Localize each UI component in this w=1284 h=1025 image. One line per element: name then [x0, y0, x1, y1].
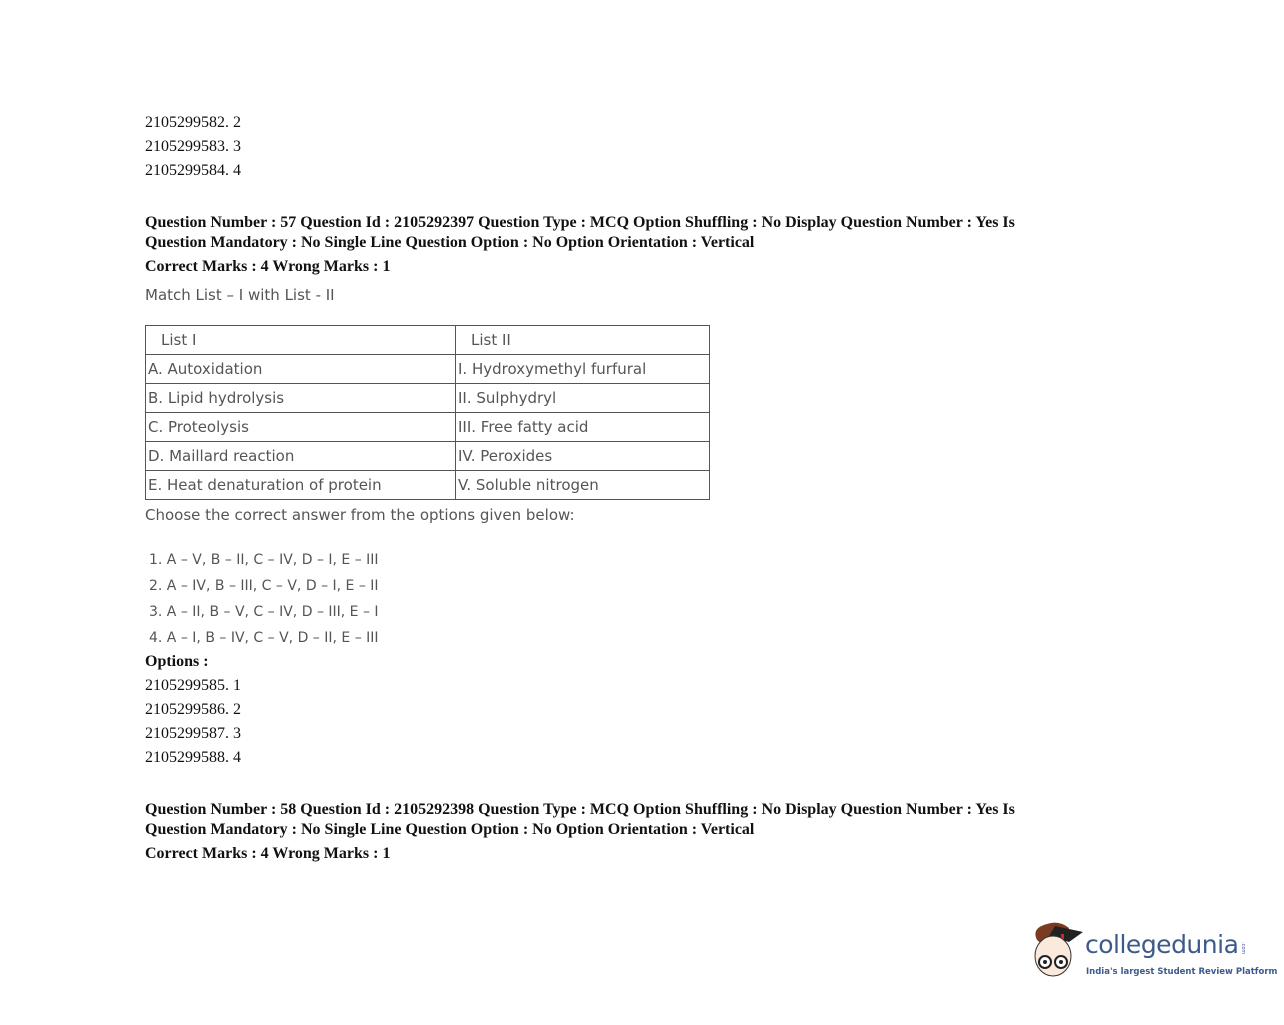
option-item: 2105299584. 4 [145, 162, 241, 179]
cell: IV. Peroxides [456, 442, 710, 471]
cell: B. Lipid hydrolysis [146, 384, 456, 413]
cell: A. Autoxidation [146, 355, 456, 384]
logo-suffix: .com [1240, 942, 1246, 955]
option-item: 2105299585. 1 [145, 677, 241, 694]
option-item: 2105299586. 2 [145, 701, 241, 718]
choice: 3. A – II, B – V, C – IV, D – III, E – I [149, 604, 379, 620]
q57-instruction: Choose the correct answer from the options given below: [145, 506, 575, 524]
table-row [146, 471, 710, 500]
option-item: 2105299582. 2 [145, 114, 241, 131]
choice: 4. A – I, B – IV, C – V, D – II, E – III [149, 630, 379, 646]
cell: E. Heat denaturation of protein [146, 471, 456, 500]
match-table [145, 325, 710, 500]
cell: I. Hydroxymethyl furfural [456, 355, 710, 384]
table-row [146, 355, 710, 384]
previous-options [145, 111, 241, 183]
q57-header-line: Question Number : 57 Question Id : 2105292397 Question Type : MCQ Option Shuffling : No Display Question Number : Yes Is [145, 214, 1015, 231]
q57-header-line: Question Mandatory : No Single Line Question Option : No Option Orientation : Vertical [145, 234, 755, 251]
q57-prompt: Match List – I with List - II [145, 286, 335, 304]
q58-marks: Correct Marks : 4 Wrong Marks : 1 [145, 845, 391, 862]
table-row [146, 384, 710, 413]
option-item: 2105299587. 3 [145, 725, 241, 742]
q58-header-line: Question Number : 58 Question Id : 2105292398 Question Type : MCQ Option Shuffling : No Display Question Number : Yes Is [145, 801, 1015, 818]
q57-header [145, 213, 1015, 277]
table-header: List II [456, 326, 710, 355]
q58-header [145, 800, 1015, 864]
table-row [146, 442, 710, 471]
mascot-icon [1025, 918, 1087, 984]
choice: 1. A – V, B – II, C – IV, D – I, E – III [149, 552, 379, 568]
q58-header-line: Question Mandatory : No Single Line Question Option : No Option Orientation : Vertical [145, 821, 755, 838]
q57-choices [149, 547, 379, 651]
cell: D. Maillard reaction [146, 442, 456, 471]
cell: V. Soluble nitrogen [456, 471, 710, 500]
logo-tagline: India's largest Student Review Platform [1086, 967, 1278, 977]
options-label: Options : [145, 653, 209, 670]
q57-options [145, 650, 241, 770]
cell: III. Free fatty acid [456, 413, 710, 442]
q57-marks: Correct Marks : 4 Wrong Marks : 1 [145, 258, 391, 275]
collegedunia-logo [1025, 918, 1278, 988]
choice: 2. A – IV, B – III, C – V, D – I, E – II [149, 578, 379, 594]
table-row [146, 413, 710, 442]
cell: C. Proteolysis [146, 413, 456, 442]
option-item: 2105299583. 3 [145, 138, 241, 155]
option-item: 2105299588. 4 [145, 749, 241, 766]
cell: II. Sulphydryl [456, 384, 710, 413]
table-header: List I [146, 326, 456, 355]
logo-wordmark: collegedunia [1085, 930, 1239, 959]
